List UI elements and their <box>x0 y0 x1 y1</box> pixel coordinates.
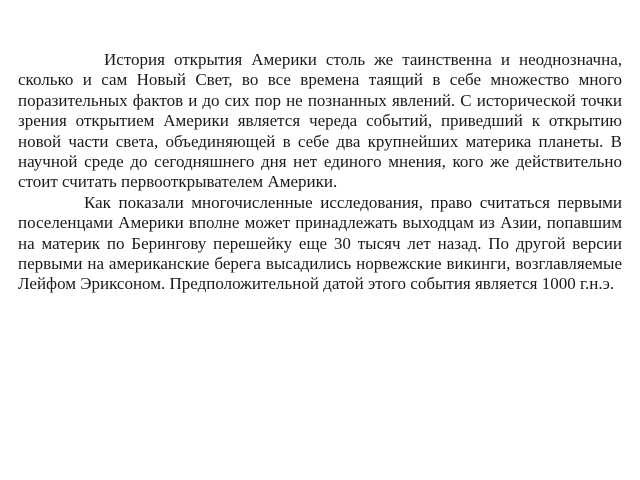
paragraph-discovery-history: История открытия Америки столь же таинственна и неоднозначна, сколько и сам Новый Свет, во все времена таящий в себе множество много поразительных фактов и до сих пор не познанных явлений. С исторической точки зрения открытием Америки является череда событий, приведший к открытию новой части света, объединяющей в себе два крупнейших материка планеты. В научной среде до сегодняшнего дня нет единого мнения, кого же действительно стоит считать первооткрывателем Америки. <box>18 50 622 192</box>
paragraph-first-settlers: Как показали многочисленные исследования, право считаться первыми поселенцами Америки вполне может принадлежать выходцам из Азии, попавшим на материк по Берингову перешейку еще 30 тысяч лет назад. По другой версии первыми на американские берега высадились норвежские викинги, возглавляемые Лейфом Эриксоном. Предположительной датой этого события является 1000 г.н.э. <box>18 192 622 294</box>
document-body <box>18 50 622 295</box>
